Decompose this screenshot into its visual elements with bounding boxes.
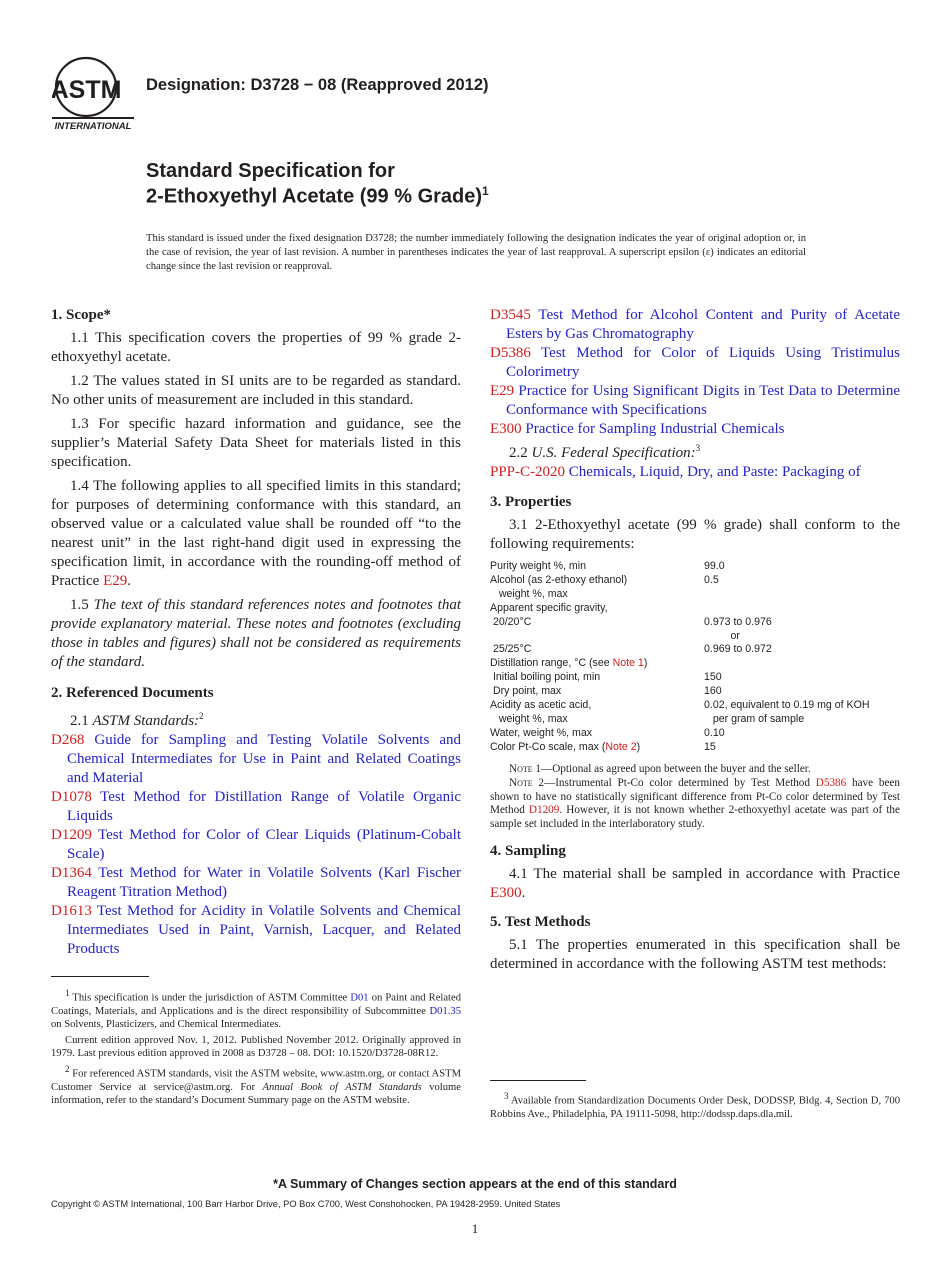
d5386-link[interactable]: D5386 [815, 776, 847, 789]
page-number: 1 [471, 1221, 479, 1236]
scope-p5-text: The text of this standard references notes and footnotes that provide explanatory material. These notes and footnotes (excluding those in tables and figures) shall not be considered as requirements of the standard. [51, 597, 461, 670]
properties-p1: 3.1 2-Ethoxyethyl acetate (99 % grade) shall conform to the following requirements: [490, 517, 900, 552]
reference-item [490, 306, 900, 344]
property-name-text: weight %, max [490, 587, 568, 600]
table-row [490, 727, 900, 741]
scope-p5 [51, 596, 461, 672]
sub2-title: U.S. Federal Specification: [531, 445, 696, 461]
table-row [490, 741, 900, 755]
table-row [490, 630, 900, 644]
sampling-heading: 4. Sampling [490, 843, 566, 860]
reference-title-link[interactable]: Practice for Using Significant Digits in Test Data to Determine Conformance with Specifications [506, 383, 901, 418]
property-value: 160 [704, 685, 722, 698]
left-column [51, 306, 461, 959]
property-value: 99.0 [704, 560, 725, 572]
footnote-rule-right [490, 1080, 586, 1081]
table-row [490, 560, 900, 574]
footnotes-left [51, 987, 461, 1109]
scope-heading: 1. Scope* [51, 307, 111, 323]
table-row [490, 699, 900, 713]
reference-item [490, 420, 900, 439]
reference-title-link[interactable]: Guide for Sampling and Testing Volatile Solvents and Chemical Intermediates for Use in Paint and Related Coatings and Material [67, 732, 461, 786]
astm-reference-list-left [51, 731, 461, 959]
reference-title-link[interactable]: Test Method for Water in Volatile Solvents (Karl Fischer Reagent Titration Method) [67, 865, 461, 900]
reference-item [51, 731, 461, 788]
title-text: 2-Ethoxyethyl Acetate (99 % Grade) [146, 185, 483, 208]
scope-p2: 1.2 The values stated in SI units are to be regarded as standard. No other units of measurement are included in this standard. [51, 373, 461, 408]
fn1-text-c: on Solvents, Plasticizers, and Chemical Intermediates. [51, 1019, 282, 1031]
reference-code-link[interactable]: D1613 [51, 903, 92, 919]
property-name [490, 699, 704, 713]
property-name [490, 630, 704, 644]
reference-code-link[interactable]: PPP-C-2020 [490, 464, 566, 480]
sub1-mark: 2 [199, 711, 204, 721]
property-name [490, 602, 704, 616]
fn3-mark: 3 [504, 1091, 509, 1101]
reference-item [490, 382, 900, 420]
reference-item [51, 826, 461, 864]
title-line-1: Standard Specification for [146, 160, 395, 182]
issuance-note: This standard is issued under the fixed designation D3728; the number immediately following the designation indicates the year of original adoption or, in the case of revision, the year of last revision. A number in parentheses indicates the year of last reapproval. A superscript epsilon (ε) indicates an editorial change since the last revision or reapproval. [146, 233, 806, 272]
property-value [704, 602, 900, 616]
fn1-mark: 1 [65, 988, 70, 998]
sub2-num: 2.2 [509, 445, 528, 461]
property-name [490, 657, 704, 671]
reference-code-link[interactable]: D268 [51, 732, 85, 748]
property-value [704, 588, 900, 602]
designation: Designation: D3728 − 08 (Reapproved 2012) [146, 76, 489, 94]
table-row [490, 657, 900, 671]
property-name-text: Initial boiling point, min [490, 671, 601, 684]
property-name [490, 574, 704, 588]
property-value: 0.969 to 0.972 [704, 643, 772, 656]
fn2-mark: 2 [65, 1063, 70, 1074]
reference-item [490, 344, 900, 382]
note-2-label: Note 2 [509, 776, 544, 789]
test-methods-p1: 5.1 The properties enumerated in this specification shall be determined in accordance with the following ASTM test methods: [490, 937, 900, 973]
property-name-text: Alcohol (as 2-ethoxy ethanol) [490, 573, 628, 586]
reference-item [51, 902, 461, 959]
footnote-2 [51, 1063, 461, 1108]
reference-title-link[interactable]: Test Method for Distillation Range of Volatile Organic Liquids [67, 789, 461, 824]
scope-p5-num: 1.5 [70, 597, 89, 613]
property-value: 0.5 [704, 573, 719, 586]
table-row [490, 685, 900, 699]
e29-link[interactable]: E29 [103, 573, 128, 589]
property-name [490, 713, 704, 727]
property-name-suffix: ) [636, 740, 641, 753]
property-value [704, 657, 900, 671]
table-row [490, 588, 900, 602]
astm-logo-graphic [52, 55, 134, 133]
summary-of-changes: *A Summary of Changes section appears at the end of this standard [273, 1177, 677, 1191]
property-name-text: 20/20°C [490, 615, 532, 628]
property-name [490, 741, 704, 755]
table-row [490, 713, 900, 727]
footnote-3 [490, 1090, 900, 1121]
property-value: 0.10 [704, 726, 725, 739]
fn1-text-a: This specification is under the jurisdiction of ASTM Committee [69, 992, 351, 1004]
reference-item [51, 864, 461, 902]
test-methods-heading: 5. Test Methods [490, 914, 591, 931]
reference-title-link[interactable]: Test Method for Alcohol Content and Purity of Acetate Esters by Gas Chromatography [506, 307, 900, 342]
table-row [490, 574, 900, 588]
table-row [490, 602, 900, 616]
note-2 [490, 777, 900, 833]
d1209-link[interactable]: D1209 [528, 804, 560, 817]
property-name [490, 671, 704, 685]
reference-item [490, 463, 900, 482]
property-name-text: Water, weight %, max [490, 726, 593, 739]
note-link[interactable]: Note 2 [605, 740, 637, 753]
property-name-suffix: ) [643, 657, 648, 670]
reference-title-link[interactable]: Chemicals, Liquid, Dry, and Paste: Packaging of [568, 464, 861, 480]
astm-logo [52, 55, 134, 133]
reference-code-link[interactable]: D3545 [490, 307, 531, 323]
d0135-link[interactable]: D01.35 [429, 1005, 461, 1017]
properties-heading: 3. Properties [490, 494, 572, 510]
table-row [490, 671, 900, 685]
footnote-1 [51, 987, 461, 1032]
property-name-text: Acidity as acetic acid, [490, 699, 592, 712]
fn1-text-b: on Paint and Related Coatings, Materials, and Applications and is the direct responsibility of Subcommittee [51, 992, 461, 1017]
fn2-text-a: For referenced ASTM standards, visit the ASTM website, www.astm.org, or contact ASTM Customer Service at service@astm.org. For [51, 1068, 461, 1093]
reference-code-link[interactable]: E29 [490, 383, 515, 399]
scope-p3: 1.3 For specific hazard information and guidance, see the supplier’s Material Safety Data Sheet for materials listed in this specification. [51, 416, 461, 470]
note-2-text-a: —Instrumental Pt-Co color determined by Test Method [544, 776, 816, 789]
fn3-text: Available from Standardization Documents Order Desk, DODSSP, Bldg. 4, Section D, 700 Robbins Ave., Philadelphia, PA 19111-5098, http://dodssp.daps.dla.mil. [490, 1095, 900, 1120]
table-row [490, 643, 900, 657]
title-line-2 [146, 184, 489, 209]
scope-p4-text: 1.4 The following applies to all specified limits in this standard; for purposes of determining conformance with this standard, an observed value or a calculated value shall be rounded off “to the nearest unit” in the last right-hand digit used in expressing the specification limit, in accordance with the rounding-off method of Practice [51, 478, 461, 589]
property-value: 0.973 to 0.976 [704, 615, 772, 628]
note-2-text-b: have been shown to have no statistically significant difference from Pt-Co color determined by Test Method [490, 776, 900, 817]
table-row [490, 616, 900, 630]
sub2-mark: 3 [695, 443, 701, 453]
property-name [490, 616, 704, 630]
logo-letters: ASTM [52, 76, 122, 104]
copyright: Copyright © ASTM International, 100 Barr Harbor Drive, PO Box C700, West Conshohocken, PA 19428-2959. United States [51, 1199, 561, 1209]
property-value: 0.02, equivalent to 0.19 mg of KOH [704, 699, 870, 712]
scope-p4 [51, 477, 461, 591]
requirements-table [490, 560, 900, 755]
note-1 [490, 763, 900, 777]
d01-link[interactable]: D01 [350, 992, 369, 1004]
reference-code-link[interactable]: E300 [490, 421, 522, 437]
referenced-heading: 2. Referenced Documents [51, 685, 214, 701]
federal-reference-list [490, 463, 900, 482]
note-2-text-c: . However, it is not known whether 2-ethoxyethyl acetate was part of the sample set included in the interlaboratory study. [490, 804, 900, 831]
reference-title-link[interactable]: Test Method for Color of Clear Liquids (Platinum-Cobalt Scale) [67, 827, 461, 862]
property-name-text: weight %, max [490, 712, 568, 725]
property-value: 150 [704, 671, 722, 684]
property-value: or [704, 629, 740, 642]
reference-title-link[interactable]: Test Method for Acidity in Volatile Solvents and Chemical Intermediates Used in Paint, Varnish, Lacquer, and Related Products [67, 903, 462, 957]
property-value: 15 [704, 740, 716, 753]
right-column [490, 306, 900, 979]
property-name-text: Apparent specific gravity, [490, 601, 608, 614]
title-footnote-mark: 1 [482, 184, 489, 198]
footnote-1-edition: Current edition approved Nov. 1, 2012. Published November 2012. Originally approved in 1979. Last previous edition approved in 2008 as D3728 – 08. DOI: 10.1520/D3728-08R12. [51, 1034, 461, 1060]
property-name [490, 643, 704, 657]
reference-item [51, 788, 461, 826]
fn2-ital: Annual Book of ASTM Standards [262, 1081, 422, 1093]
logo-text: INTERNATIONAL [54, 121, 132, 132]
sampling-p1-end: . [521, 885, 526, 902]
property-name [490, 560, 704, 574]
astm-reference-list-right [490, 306, 900, 439]
property-value: per gram of sample [704, 712, 805, 725]
property-name-text: 25/25°C [490, 643, 532, 656]
scope-p1: 1.1 This specification covers the properties of 99 % grade 2-ethoxyethyl acetate. [51, 330, 461, 365]
scope-p4-end: . [127, 573, 131, 589]
reference-code-link[interactable]: D1364 [51, 865, 92, 881]
note-1-text: —Optional as agreed upon between the buyer and the seller. [541, 762, 811, 775]
reference-code-link[interactable]: D5386 [490, 345, 531, 361]
property-name-text: Dry point, max [490, 685, 562, 698]
property-name-text: Distillation range, °C (see [490, 657, 613, 670]
property-name [490, 588, 704, 602]
reference-code-link[interactable]: D1078 [51, 789, 92, 805]
reference-code-link[interactable]: D1209 [51, 827, 92, 843]
astm-standards-subhead [51, 707, 461, 731]
note-1-label: Note 1 [509, 762, 542, 775]
property-name-text: Color Pt-Co scale, max ( [490, 740, 606, 753]
footnotes-right [490, 1090, 900, 1123]
reference-title-link[interactable]: Practice for Sampling Industrial Chemicals [525, 421, 785, 437]
property-name-text: Purity weight %, min [490, 560, 586, 572]
federal-subhead [490, 439, 900, 463]
reference-title-link[interactable]: Test Method for Color of Liquids Using Tristimulus Colorimetry [506, 345, 900, 380]
fn2-text-b: volume information, refer to the standard’s Document Summary page on the ASTM website. [51, 1081, 461, 1106]
property-name [490, 727, 704, 741]
sub1-num: 2.1 [70, 713, 89, 729]
sampling-p1 [490, 865, 900, 903]
sampling-p1-text: 4.1 The material shall be sampled in accordance with Practice [509, 866, 900, 883]
footnote-rule-left [51, 976, 149, 977]
property-name [490, 685, 704, 699]
note-link[interactable]: Note 1 [612, 657, 644, 670]
sub1-title: ASTM Standards: [92, 713, 200, 729]
e300-link[interactable]: E300 [490, 885, 522, 902]
